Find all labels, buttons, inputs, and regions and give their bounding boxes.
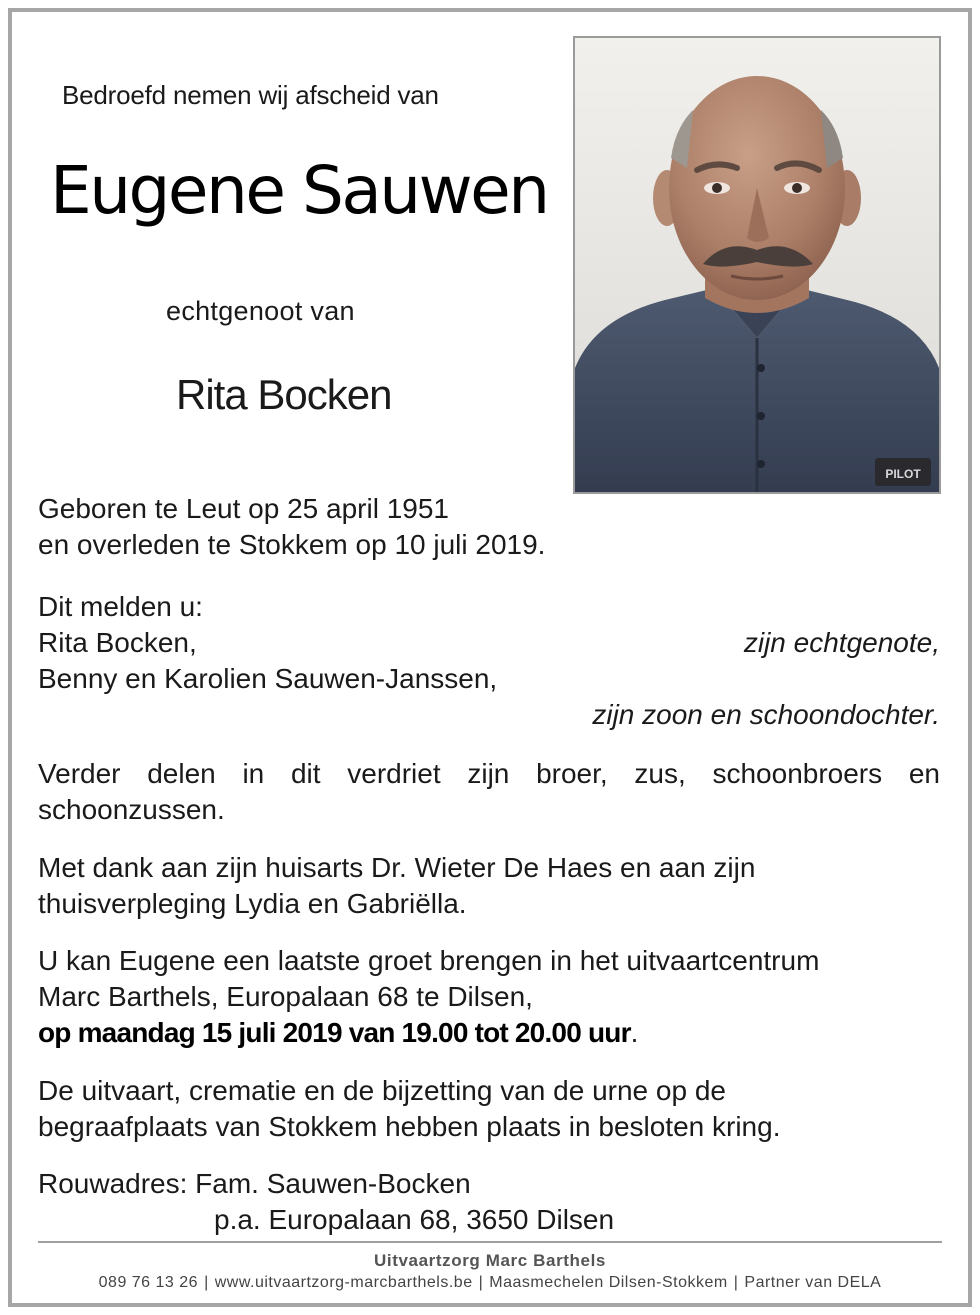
family-note-line: schoonzussen.: [38, 794, 225, 825]
spouse-name: Rita Bocken: [176, 371, 392, 418]
visitation-period: .: [630, 1017, 639, 1048]
footer-phone: 089 76 13 26: [98, 1274, 199, 1291]
announcer-relation: zijn echtgenote,: [743, 627, 940, 658]
address-line: Rouwadres: Fam. Sauwen-Bocken: [38, 1168, 471, 1199]
funeral-block: [38, 1073, 780, 1145]
birth-death-block: [38, 491, 545, 563]
footer-separator: |: [478, 1274, 484, 1291]
footer-partner: Partner van DELA: [744, 1274, 882, 1291]
announcers-block: [38, 589, 940, 733]
birth-line: Geboren te Leut op 25 april 1951: [38, 493, 449, 524]
footer-contact: [0, 1274, 980, 1292]
footer-separator: |: [204, 1274, 209, 1291]
visitation-time-line: [38, 1015, 819, 1051]
relation-label: echtgenoot van: [166, 296, 355, 326]
funeral-line: De uitvaart, crematie en de bijzetting van de urne op de: [38, 1075, 726, 1106]
announcer-row: [38, 697, 940, 733]
address-line: p.a. Europalaan 68, 3650 Dilsen: [214, 1204, 615, 1235]
family-note-block: [38, 756, 940, 828]
funeral-line: begraafplaats van Stokkem hebben plaats in besloten kring.: [38, 1111, 781, 1142]
thanks-block: [38, 850, 755, 922]
address-block: [38, 1166, 614, 1238]
deceased-name: Eugene Sauwen: [50, 152, 548, 229]
visitation-line: Marc Barthels, Europalaan 68 te Dilsen,: [38, 981, 533, 1012]
announcer-relation: zijn zoon en schoondochter.: [592, 699, 940, 730]
family-note-line: Verder delen in dit verdriet zijn broer, zus, schoonbroers en: [38, 758, 940, 789]
portrait-photo: [573, 36, 941, 494]
visitation-time: op maandag 15 juli 2019 van 19.00 tot 20.00 uur: [38, 1017, 631, 1048]
footer-company: Uitvaartzorg Marc Barthels: [374, 1251, 606, 1270]
footer-separator: |: [733, 1274, 739, 1291]
announcer-name: Rita Bocken,: [38, 627, 197, 658]
announcer-name: Benny en Karolien Sauwen-Janssen,: [38, 663, 498, 694]
thanks-line: Met dank aan zijn huisarts Dr. Wieter De Haes en aan zijn: [38, 852, 756, 883]
announcer-row: [38, 625, 940, 661]
announcers-intro: Dit melden u:: [38, 591, 203, 622]
portrait-icon: [575, 38, 939, 492]
footer-website[interactable]: www.uitvaartzorg-marcbarthels.be: [214, 1274, 473, 1291]
intro-text: Bedroefd nemen wij afscheid van: [62, 80, 439, 110]
footer-region: Maasmechelen Dilsen-Stokkem: [489, 1274, 728, 1291]
footer-divider: [38, 1241, 942, 1243]
visitation-line: U kan Eugene een laatste groet brengen in het uitvaartcentrum: [38, 945, 820, 976]
visitation-block: [38, 943, 819, 1051]
death-line: en overleden te Stokkem op 10 juli 2019.: [38, 529, 546, 560]
svg-text:PILOT: PILOT: [885, 467, 921, 481]
thanks-line: thuisverpleging Lydia en Gabriëlla.: [38, 888, 467, 919]
